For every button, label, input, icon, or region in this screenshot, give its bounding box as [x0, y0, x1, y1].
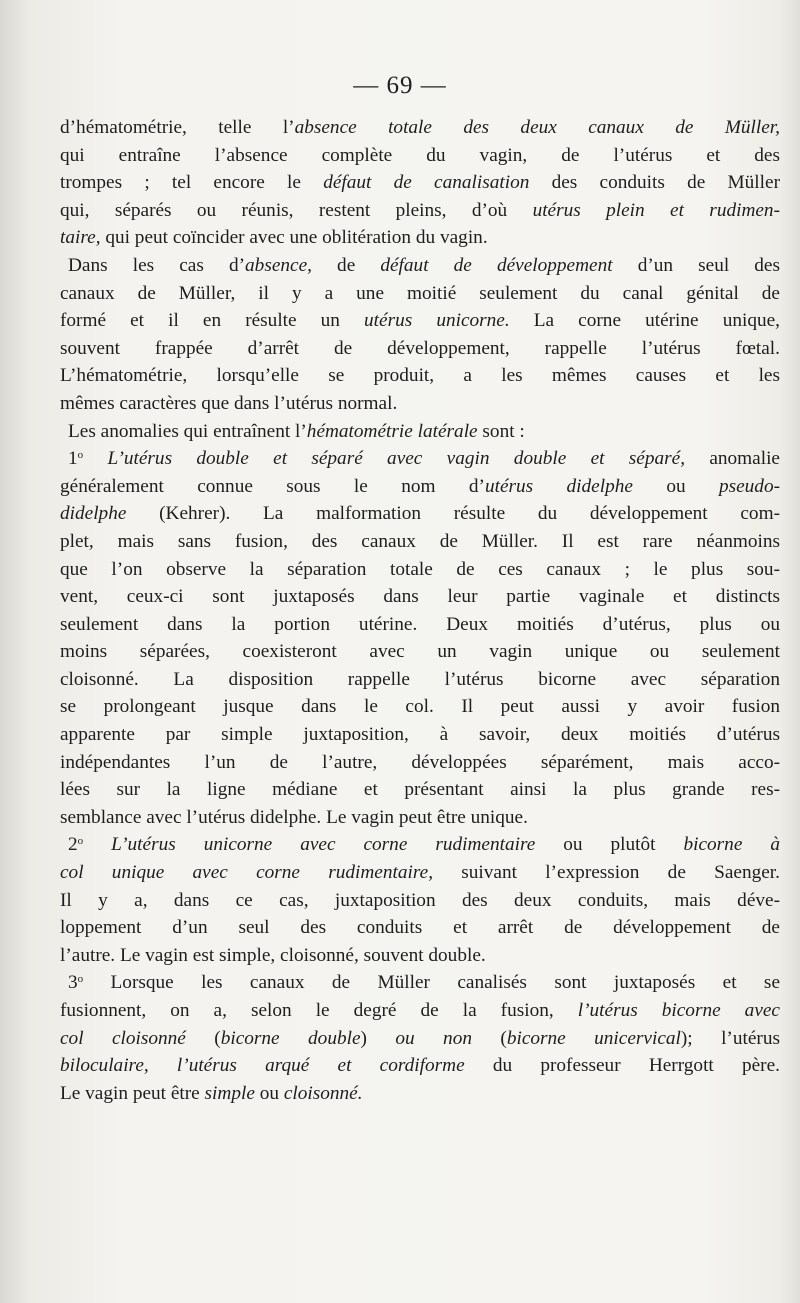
text-segment: de	[311, 254, 381, 276]
text-segment: Il y a, dans ce cas, juxtaposition des deux conduits, mais déve-	[60, 889, 780, 911]
text-segment: ou	[632, 475, 719, 497]
text-line	[60, 362, 780, 390]
text-segment: plet, mais sans fusion, des canaux de Müller. Il est rare néanmoins	[60, 530, 780, 552]
italic-text: absence,	[245, 254, 312, 276]
text-segment: loppement d’un seul des conduits et arrêt de développement de	[60, 917, 780, 939]
text-segment: fusionnent, on a, selon le degré de la fusion,	[60, 1000, 578, 1021]
text-segment: (	[185, 1027, 221, 1049]
text-segment: se prolongeant jusque dans le col. Il peut aussi y avoir fusion	[60, 696, 780, 718]
text-segment: sont :	[477, 420, 525, 442]
text-segment: Les anomalies qui entraînent l’	[68, 420, 307, 442]
text-segment: ); l’utérus	[680, 1027, 780, 1049]
text-line	[60, 445, 780, 473]
text-segment: suivant l’expression de Saenger.	[433, 862, 780, 884]
text-segment: moins séparées, coexisteront avec un vagin unique ou seulement	[60, 641, 780, 663]
text-segment: )	[360, 1027, 396, 1049]
text-segment: L’hématométrie, lorsqu’elle se produit, a les mêmes causes et les	[60, 365, 780, 387]
body-text	[60, 114, 780, 1107]
text-line	[60, 638, 780, 666]
text-segment: Lorsque les canaux de Müller canalisés sont juxtaposés et se	[83, 972, 780, 994]
italic-text: défaut de développement	[380, 254, 613, 276]
text-segment	[83, 834, 111, 855]
superscript: o	[77, 973, 84, 986]
text-line	[60, 418, 780, 446]
text-line	[60, 666, 780, 694]
italic-text: défaut de canalisation	[323, 172, 530, 194]
text-line	[60, 693, 780, 721]
text-segment: seulement dans la portion utérine. Deux moitiés d’utérus, plus ou	[60, 613, 780, 635]
text-line	[60, 583, 780, 611]
superscript: o	[77, 449, 84, 462]
paragraph	[60, 114, 780, 252]
text-line	[60, 280, 780, 308]
text-segment: du professeur Herrgott père.	[464, 1055, 780, 1077]
text-segment: canaux de Müller, il y a une moitié seulement du canal génital de	[60, 282, 780, 304]
italic-text: didelphe	[60, 503, 127, 525]
text-line	[60, 721, 780, 749]
text-segment: cloisonné. La disposition rappelle l’utérus bicorne avec séparation	[60, 668, 780, 690]
italic-text: bicorne à	[683, 834, 780, 856]
text-line	[60, 859, 780, 887]
paragraph	[60, 445, 780, 831]
text-segment: Le vagin peut être	[60, 1082, 205, 1104]
italic-text: l’utérus bicorne avec	[577, 1000, 780, 1021]
text-line	[60, 887, 780, 915]
text-segment: anomalie	[685, 448, 780, 470]
text-segment: trompes ; tel encore le	[60, 172, 324, 194]
superscript: o	[77, 835, 84, 848]
text-segment: (	[471, 1027, 507, 1049]
text-segment: souvent frappée d’arrêt de développement, rappelle l’utérus fœtal.	[60, 337, 780, 359]
text-segment: Dans les cas d’	[68, 254, 246, 276]
text-line	[60, 1052, 780, 1080]
italic-text: utérus didelphe	[484, 475, 633, 497]
text-line	[60, 804, 780, 832]
text-segment: d’hématométrie, telle l’	[60, 117, 295, 138]
text-line	[60, 1080, 780, 1108]
italic-text: col unique avec corne rudimentaire,	[60, 862, 434, 884]
text-segment: 1	[68, 448, 78, 470]
text-segment: La corne utérine unique,	[509, 310, 780, 332]
italic-text: ou non	[395, 1027, 472, 1049]
text-segment: apparente par simple juxtaposition, à savoir, deux moitiés d’utérus	[60, 724, 780, 746]
italic-text: L’utérus unicorne avec corne rudimentaire	[111, 834, 536, 856]
text-line	[60, 142, 780, 170]
italic-text: absence totale des deux canaux de Müller,	[294, 117, 780, 138]
text-segment: ou	[254, 1082, 284, 1104]
italic-text: hématométrie latérale	[306, 420, 478, 442]
paragraph	[60, 418, 780, 446]
text-segment: formé et il en résulte un	[60, 310, 365, 332]
text-segment: qui peut coïncider avec une oblitération du vagin.	[100, 227, 488, 249]
text-segment: (Kehrer). La malformation résulte du développement com-	[126, 503, 780, 525]
italic-text: col cloisonné	[60, 1027, 186, 1049]
text-line	[60, 500, 780, 528]
text-line	[60, 942, 780, 970]
italic-text: simple	[204, 1082, 255, 1104]
text-line	[60, 914, 780, 942]
text-line	[60, 997, 780, 1025]
italic-text: bicorne double	[220, 1027, 361, 1049]
page-number: — 69 —	[353, 72, 447, 99]
text-segment: mêmes caractères que dans l’utérus normal.	[60, 392, 398, 414]
text-segment: d’un seul des	[612, 254, 780, 276]
paragraph	[60, 252, 780, 418]
text-segment: 2	[68, 834, 78, 856]
text-line	[60, 197, 780, 225]
text-line	[60, 776, 780, 804]
text-segment	[83, 448, 107, 469]
italic-text: cloisonné.	[283, 1082, 363, 1104]
text-segment: indépendantes l’un de l’autre, développées séparément, mais acco-	[60, 751, 780, 773]
text-line	[60, 224, 780, 252]
text-segment: 3	[68, 972, 78, 994]
text-line	[60, 169, 780, 197]
text-segment: ou plutôt	[535, 834, 684, 856]
paragraph	[60, 969, 780, 1107]
paragraph	[60, 831, 780, 969]
italic-text: biloculaire, l’utérus arqué et cordiforme	[60, 1055, 465, 1077]
italic-text: bicorne unicervical	[506, 1027, 681, 1049]
text-segment: vent, ceux-ci sont juxtaposés dans leur partie vaginale et distincts	[60, 586, 780, 608]
text-line	[60, 749, 780, 777]
italic-text: taire,	[60, 227, 101, 249]
text-line	[60, 473, 780, 501]
italic-text: L’utérus double et séparé avec vagin double et séparé,	[107, 448, 686, 470]
text-segment: l’autre. Le vagin est simple, cloisonné, souvent double.	[60, 944, 486, 966]
text-line	[60, 969, 780, 997]
text-segment: qui entraîne l’absence complète du vagin, de l’utérus et des	[60, 144, 780, 166]
text-segment: généralement connue sous le nom d’	[60, 475, 485, 497]
text-line	[60, 1025, 780, 1053]
text-segment: lées sur la ligne médiane et présentant ainsi la plus grande res-	[60, 779, 780, 801]
text-line	[60, 252, 780, 280]
text-line	[60, 528, 780, 556]
text-segment: qui, séparés ou réunis, restent pleins, d’où	[60, 199, 533, 221]
italic-text: utérus plein et rudimen-	[532, 199, 780, 221]
text-line	[60, 831, 780, 859]
text-segment: des conduits de Müller	[529, 172, 781, 194]
text-segment: que l’on observe la séparation totale de ces canaux ; le plus sou-	[60, 558, 780, 580]
text-line	[60, 114, 780, 142]
text-line	[60, 335, 780, 363]
text-line	[60, 390, 780, 418]
text-line	[60, 307, 780, 335]
italic-text: pseudo-	[718, 475, 781, 497]
text-line	[60, 611, 780, 639]
text-line	[60, 556, 780, 584]
text-segment: semblance avec l’utérus didelphe. Le vagin peut être unique.	[60, 806, 528, 828]
italic-text: utérus unicorne.	[364, 310, 510, 332]
